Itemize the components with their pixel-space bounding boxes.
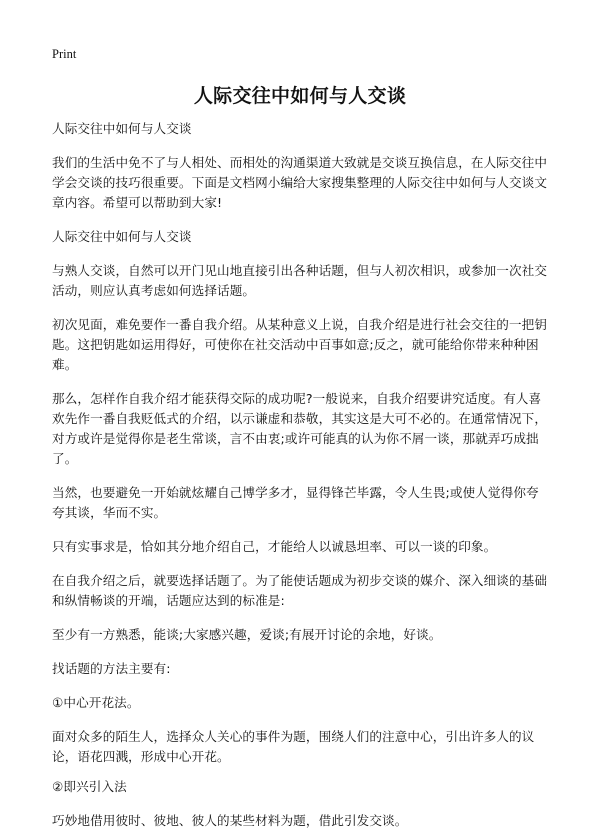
paragraph: 初次见面，难免要作一番自我介绍。从某种意义上说，自我介绍是进行社会交往的一把钥匙。这把钥匙如运用得好，可使你在社交活动中百事如意;反之，就可能给你带来种种困难。 [52, 317, 548, 372]
paragraph: 至少有一方熟悉，能谈;大家感兴趣，爱谈;有展开讨论的余地，好谈。 [52, 627, 442, 642]
paragraph: 在自我介绍之后，就要选择话题了。为了能使话题成为初步交谈的媒介、深入细谈的基础和纵情畅谈的开端，话题应达到的标准是: [52, 573, 548, 608]
paragraph-intro: 我们的生活中免不了与人相处、而相处的沟通渠道大致就是交谈互换信息，在人际交往中学会交谈的技巧很重要。下面是文档网小编给大家搜集整理的人际交往中如何与人交谈文章内容。希望可以帮助到大家! [52, 155, 548, 210]
document-title: 人际交往中如何与人交谈 [193, 85, 407, 107]
paragraph: 当然，也要避免一开始就炫耀自己博学多才，显得锋芒毕露，令人生畏;或使人觉得你夸夸其谈，华而不实。 [52, 485, 539, 520]
document-body [52, 119, 550, 831]
list-heading: ①中心开花法。 [52, 695, 140, 710]
list-heading: ②即兴引入法 [52, 779, 127, 794]
section-heading: 人际交往中如何与人交谈 [52, 121, 192, 136]
paragraph: 与熟人交谈，自然可以开门见山地直接引出各种话题，但与人初次相识，或参加一次社交活动，则应认真考虑如何选择话题。 [52, 263, 548, 298]
paragraph: 面对众多的陌生人，选择众人关心的事件为题，围绕人们的注意中心，引出许多人的议论，语花四溅，形成中心开花。 [52, 729, 535, 764]
paragraph: 只有实事求是，恰如其分地介绍自己，才能给人以诚恳坦率、可以一谈的印象。 [52, 539, 497, 554]
print-link[interactable]: Print [52, 47, 77, 61]
paragraph: 找话题的方法主要有: [52, 661, 171, 676]
section-heading: 人际交往中如何与人交谈 [52, 229, 192, 244]
paragraph: 那么，怎样作自我介绍才能获得交际的成功呢?一般说来，自我介绍要讲究适度。有人喜欢先作一番自我贬低式的介绍，以示谦虚和恭敬，其实这是大可不必的。在通常情况下，对方或许是觉得你是老生常谈，言不由衷;或许可能真的认为你不屑一谈，那就弄巧成拙了。 [52, 391, 548, 466]
paragraph: 巧妙地借用彼时、彼地、彼人的某些材料为题，借此引发交谈。 [52, 813, 408, 828]
